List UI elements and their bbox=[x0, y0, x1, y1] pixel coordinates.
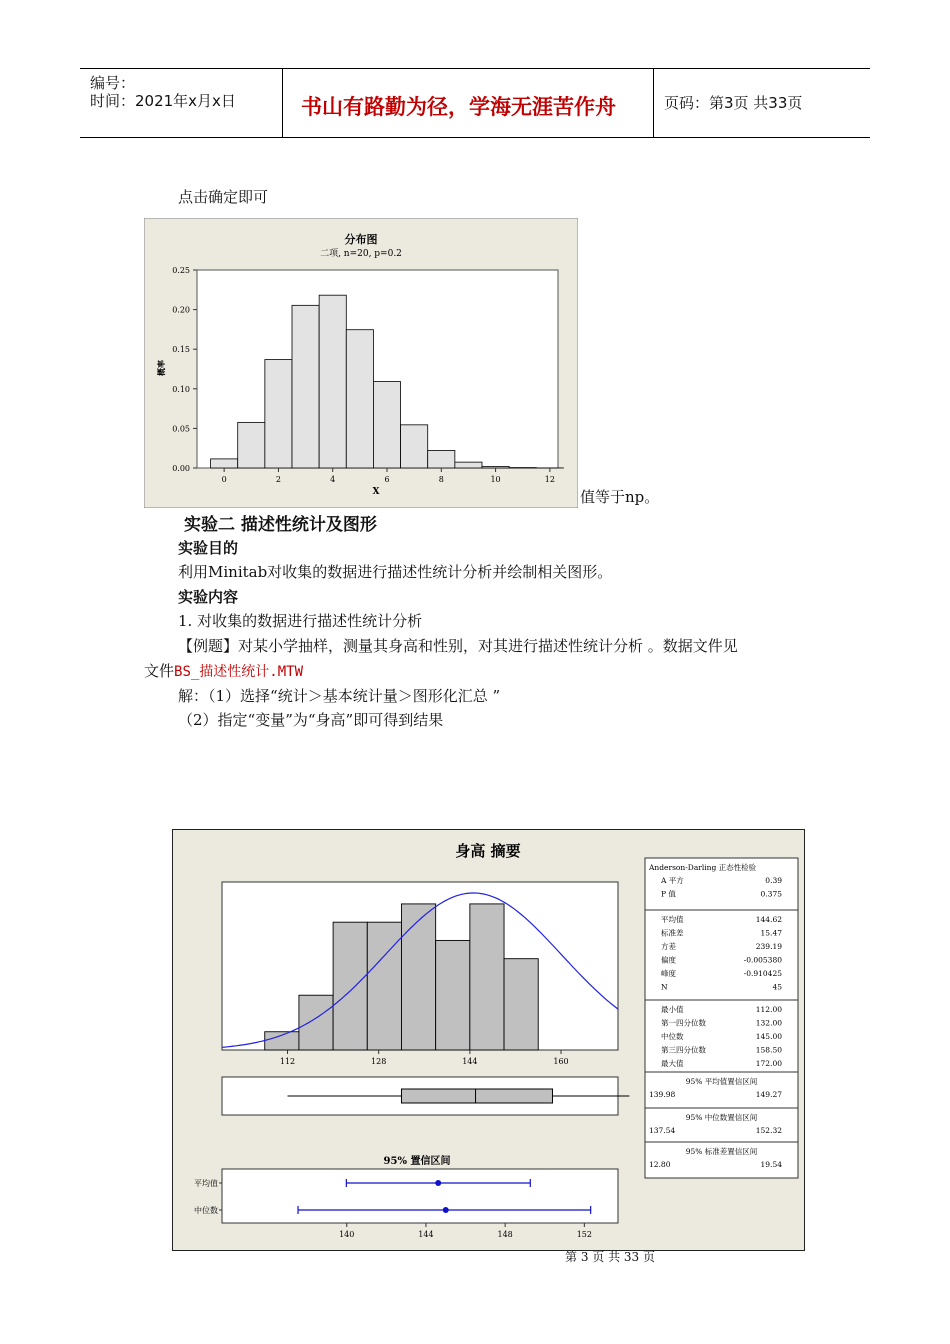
stats-section-header: 95% 标准差置信区间 bbox=[685, 1147, 758, 1156]
stats-label: 第一四分位数 bbox=[661, 1018, 706, 1028]
chart1-title: 分布图 bbox=[344, 233, 378, 246]
stats-label: 最大值 bbox=[661, 1059, 684, 1068]
chart1-bar bbox=[292, 305, 319, 468]
footer-page-number: 第 3 页 共 33 页 bbox=[565, 1250, 655, 1264]
chart1-bar bbox=[428, 450, 455, 468]
stats-value: 0.375 bbox=[760, 889, 782, 899]
stats-value: 172.00 bbox=[755, 1059, 782, 1068]
ci-point bbox=[435, 1180, 441, 1186]
stats-panel bbox=[645, 858, 798, 1178]
stats-value-high: 152.32 bbox=[755, 1126, 782, 1135]
chart1-bar bbox=[265, 360, 292, 468]
chart1-bar bbox=[401, 425, 428, 468]
ci-row-label: 中位数 bbox=[194, 1206, 218, 1215]
chart1-bar bbox=[238, 422, 265, 468]
stats-label: 最小值 bbox=[661, 1005, 684, 1014]
chart1-x-tick-label: 2 bbox=[275, 475, 281, 484]
np-text: 值等于np。 bbox=[580, 488, 660, 506]
chart1-x-tick-label: 4 bbox=[330, 475, 336, 484]
stats-value-high: 19.54 bbox=[760, 1160, 782, 1169]
solution-step-2: （2）指定“变量”为“身高”即可得到结果 bbox=[178, 711, 444, 729]
histogram-x-tick-label: 160 bbox=[553, 1057, 569, 1066]
histogram-bar bbox=[333, 922, 367, 1050]
stats-label: N bbox=[661, 982, 668, 992]
chart1-bar bbox=[482, 466, 509, 468]
stats-value: 144.62 bbox=[755, 915, 782, 924]
instruction-text: 点击确定即可 bbox=[178, 188, 269, 206]
stats-value-low: 139.98 bbox=[649, 1090, 676, 1099]
stats-value: 239.19 bbox=[755, 942, 782, 951]
header-left-cell bbox=[80, 69, 283, 137]
chart1-y-tick-label: 0.00 bbox=[172, 464, 190, 473]
solution-step-1: 解：（1）选择“统计＞基本统计量＞图形化汇总 ” bbox=[178, 687, 501, 705]
histogram-x-tick-label: 112 bbox=[279, 1057, 296, 1066]
chart1-subtitle: 二项, n=20, p=0.2 bbox=[320, 249, 402, 259]
binomial-distribution-chart bbox=[144, 218, 578, 508]
page-header bbox=[80, 68, 870, 138]
chart1-xlabel: X bbox=[372, 487, 380, 497]
ci-title: 95% 置信区间 bbox=[383, 1156, 451, 1167]
stats-value: -0.005380 bbox=[743, 955, 782, 965]
boxplot-box bbox=[401, 1089, 552, 1103]
ci-x-tick-label: 152 bbox=[576, 1230, 592, 1239]
chart1-y-tick-label: 0.05 bbox=[172, 424, 190, 434]
chart1-x-tick-label: 8 bbox=[438, 475, 444, 484]
date-label: 时间：2021年x月x日 bbox=[90, 92, 236, 110]
example-line-1: 【例题】对某小学抽样，测量其身高和性别，对其进行描述性统计分析 。数据文件见 bbox=[178, 637, 738, 655]
chart1-y-tick-label: 0.15 bbox=[172, 345, 190, 355]
number-label: 编号： bbox=[90, 74, 136, 92]
histogram-x-tick-label: 128 bbox=[371, 1057, 387, 1066]
example-prefix: 文件 bbox=[144, 662, 175, 680]
ci-x-tick-label: 144 bbox=[418, 1230, 434, 1239]
histogram-bar bbox=[401, 904, 435, 1050]
experiment-title: 实验二 描述性统计及图形 bbox=[184, 515, 377, 535]
stats-value-high: 149.27 bbox=[755, 1090, 782, 1099]
chart1-y-tick-label: 0.25 bbox=[172, 266, 190, 275]
histogram-bar bbox=[436, 940, 470, 1050]
stats-section-header: 95% 中位数置信区间 bbox=[685, 1113, 758, 1122]
chart1-bar bbox=[211, 459, 238, 468]
stats-value: 0.39 bbox=[765, 876, 782, 885]
stats-label: 中位数 bbox=[661, 1032, 684, 1041]
stats-value: 132.00 bbox=[755, 1018, 782, 1028]
stats-label: 峰度 bbox=[661, 969, 676, 978]
page-label: 页码：第3页 共33页 bbox=[664, 94, 803, 112]
ci-point bbox=[443, 1207, 449, 1213]
item-1: 1. 对收集的数据进行描述性统计分析 bbox=[178, 612, 423, 630]
stats-value: 45 bbox=[772, 982, 782, 992]
stats-value: 112.00 bbox=[755, 1005, 782, 1014]
chart1-bar bbox=[373, 382, 400, 468]
stats-label: 标准差 bbox=[661, 928, 684, 938]
stats-value: 158.50 bbox=[755, 1045, 782, 1055]
stats-value-low: 12.80 bbox=[649, 1160, 671, 1169]
histogram-x-tick-label: 144 bbox=[462, 1057, 478, 1066]
chart1-x-tick-label: 12 bbox=[544, 475, 555, 484]
stats-value: -0.910425 bbox=[743, 969, 782, 978]
stats-label: 方差 bbox=[661, 942, 676, 951]
chart1-x-tick-label: 0 bbox=[221, 475, 227, 484]
chart1-y-tick-label: 0.20 bbox=[172, 305, 190, 315]
example-file-link[interactable]: BS_描述性统计.MTW bbox=[174, 664, 304, 680]
header-middle-cell bbox=[283, 69, 654, 137]
stats-label: 第三四分位数 bbox=[661, 1045, 706, 1055]
chart1-x-tick-label: 10 bbox=[490, 475, 501, 484]
stats-label: A 平方 bbox=[661, 876, 684, 885]
chart1-bar bbox=[319, 295, 346, 468]
ci-panel bbox=[222, 1169, 618, 1223]
chart1-bar bbox=[346, 330, 373, 468]
stats-value-low: 137.54 bbox=[649, 1126, 676, 1135]
purpose-heading: 实验目的 bbox=[178, 539, 239, 557]
stats-section-header: 95% 平均值置信区间 bbox=[685, 1077, 758, 1086]
header-right-cell bbox=[654, 69, 870, 137]
chart1-y-tick-label: 0.10 bbox=[172, 384, 190, 394]
stats-section-header: Anderson-Darling 正态性检验 bbox=[649, 863, 757, 872]
histogram-bar bbox=[470, 904, 504, 1050]
chart1-x-tick-label: 6 bbox=[384, 475, 390, 484]
motto: 书山有路勤为径，学海无涯苦作舟 bbox=[301, 95, 616, 119]
ci-x-tick-label: 140 bbox=[339, 1230, 355, 1239]
histogram-bar bbox=[367, 922, 401, 1050]
stats-value: 145.00 bbox=[755, 1032, 782, 1041]
ci-x-tick-label: 148 bbox=[497, 1230, 513, 1239]
chart1-ylabel: 概率 bbox=[156, 360, 166, 376]
example-line-2 bbox=[144, 660, 303, 681]
stats-label: 偏度 bbox=[661, 955, 676, 965]
content-heading: 实验内容 bbox=[178, 588, 239, 606]
ci-row-label: 平均值 bbox=[194, 1179, 218, 1188]
histogram-bar bbox=[504, 959, 538, 1050]
stats-label: P 值 bbox=[661, 889, 676, 899]
purpose-text: 利用Minitab对收集的数据进行描述性统计分析并绘制相关图形。 bbox=[178, 563, 613, 581]
histogram-bar bbox=[299, 995, 333, 1050]
chart2-title: 身高 摘要 bbox=[455, 842, 521, 860]
histogram-bar bbox=[265, 1032, 299, 1050]
stats-value: 15.47 bbox=[760, 928, 782, 938]
stats-label: 平均值 bbox=[661, 915, 684, 924]
chart1-bar bbox=[455, 462, 482, 468]
height-summary-chart bbox=[172, 829, 805, 1251]
